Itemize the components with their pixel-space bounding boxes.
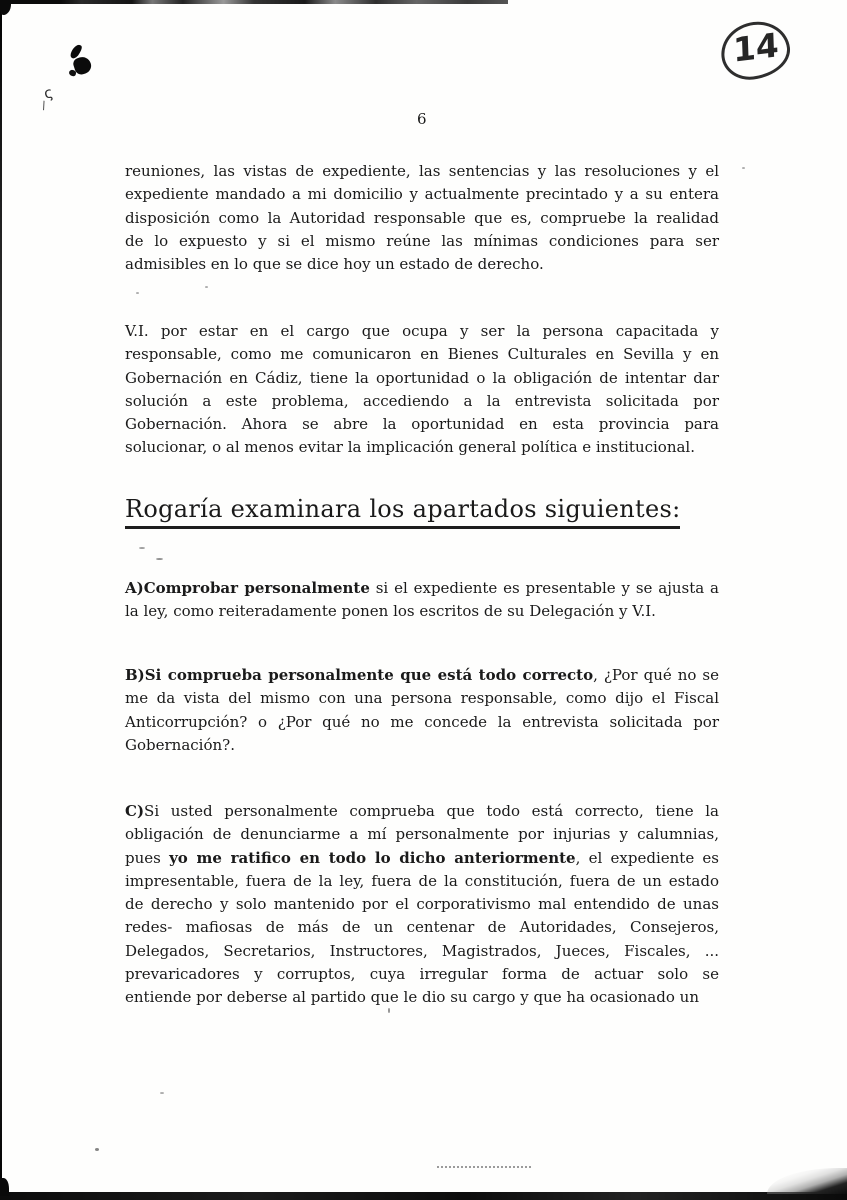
text-segment: redes- mafiosas de más de un centenar de Autoridades, Consejeros, [125,918,719,937]
text-line [125,367,719,390]
text-segment: si el expediente es presentable y se ajusta a [369,579,719,597]
text-line [125,600,719,623]
paragraph-item-c [125,800,719,1010]
text-line [125,800,719,823]
text-line [125,413,719,436]
text-line [125,183,719,206]
text-segment: de lo expuesto y si el mismo reúne las mínimas condiciones para ser [125,231,719,250]
text-line [125,320,719,343]
paragraph-item-a [125,577,719,624]
text-line [125,893,719,916]
dotted-line-artifact [437,1166,531,1168]
text-line [125,160,719,183]
text-segment: Delegados, Secretarios, Instructores, Magistrados, Jueces, Fiscales, ... [125,941,719,960]
handwritten-circled-number [718,18,793,83]
top-edge-scanner-strip [0,0,508,4]
text-line [125,870,719,893]
text-line [125,940,719,963]
text-line [125,436,719,459]
text-segment: impresentable, fuera de la ley, fuera de la constitución, fuera de un estado [125,871,719,890]
bottom-edge-scanner-strip [0,1192,847,1200]
text-line [125,343,719,366]
text-segment: Si usted personalmente comprueba que todo está correcto, tiene la [144,802,719,820]
text-line [125,847,719,870]
text-line [125,963,719,986]
text-segment: , ¿Por qué no se [593,666,719,684]
text-segment: solución a este problema, accediendo a la entrevista solicitada por [125,391,719,410]
text-line [125,390,719,413]
section-heading [125,492,719,526]
left-edge-scanner-line [0,0,2,1200]
text-segment: expediente mandado a mi domicilio y actualmente precintado y a su entera [125,185,719,204]
scan-speck [136,292,139,294]
top-left-corner-blob [0,0,11,15]
text-segment: admisibles en lo que se dice hoy un estado de derecho. [125,255,544,274]
scan-speck [95,1148,99,1151]
text-segment: pues [125,848,170,867]
text-segment: Anticorrupción? o ¿Por qué no me concede la entrevista solicitada por [125,712,719,731]
text-segment: la ley, como reiteradamente ponen los escritos de su Delegación y V.I. [125,602,656,621]
bold-text-segment: yo me ratifico en todo lo dicho anteriormente [169,848,576,867]
text-segment: reuniones, las vistas de expediente, las sentencias y las resoluciones y el [125,162,719,180]
text-line [125,253,719,276]
text-segment: Gobernación en Cádiz, tiene la oportunidad o la obligación de intentar dar [125,368,719,387]
text-segment: de derecho y solo mantenido por el corporativismo mal entendido de unas [125,895,719,914]
scan-speck [742,167,745,169]
text-line [125,664,719,687]
paragraph-intro-1 [125,160,719,276]
text-segment: disposición como la Autoridad responsable que es, compruebe la realidad [125,208,719,227]
bottom-left-corner-blob [0,1178,9,1196]
text-line [125,711,719,734]
scan-speck [205,286,208,288]
scan-speck [160,1092,164,1094]
text-segment: Gobernación?. [125,735,235,754]
text-segment: responsable, como me comunicaron en Bienes Culturales en Sevilla y en [125,345,719,364]
text-segment: V.I. por estar en el cargo que ocupa y ser la persona capacitada y [125,322,719,340]
text-segment: prevaricadores y corruptos, cuya irregular forma de actuar solo se [125,965,719,984]
paragraph-intro-2 [125,320,719,460]
text-line [125,734,719,757]
text-line [125,577,719,600]
bottom-right-noise-wedge [767,1168,847,1194]
text-line [125,986,719,1009]
text-line [125,230,719,253]
ink-blot [68,69,76,76]
text-line [125,916,719,939]
text-line [125,687,719,710]
text-line [125,207,719,230]
text-segment: entiende por deberse al partido que le dio su cargo y que ha ocasionado un [125,988,699,1007]
scan-speck [139,547,145,549]
scan-speck [156,558,163,560]
text-segment: obligación de denunciarme a mí personalmente por injurias y calumnias, [125,825,719,844]
paragraph-item-b [125,664,719,757]
circled-number-value: 14 [731,25,779,70]
text-segment: solucionar, o al menos evitar la implicación general política e institucional. [125,438,695,457]
page-number: 6 [416,110,428,128]
squiggle-mark: ς [41,83,55,103]
text-line [125,823,719,846]
text-segment: Gobernación. Ahora se abre la oportunidad en esta provincia para [125,415,719,434]
text-segment: me da vista del mismo con una persona responsable, como dijo el Fiscal [125,689,719,708]
bold-text-segment: C) [125,802,145,820]
bold-text-segment: B)Si comprueba personalmente que está todo correcto [125,666,594,684]
bold-text-segment: A)Comprobar personalmente [125,579,370,597]
section-heading-text: Rogaría examinara los apartados siguientes: [125,495,680,529]
squiggle-tick-mark: \ [39,98,48,113]
text-segment: , el expediente es [575,848,720,867]
